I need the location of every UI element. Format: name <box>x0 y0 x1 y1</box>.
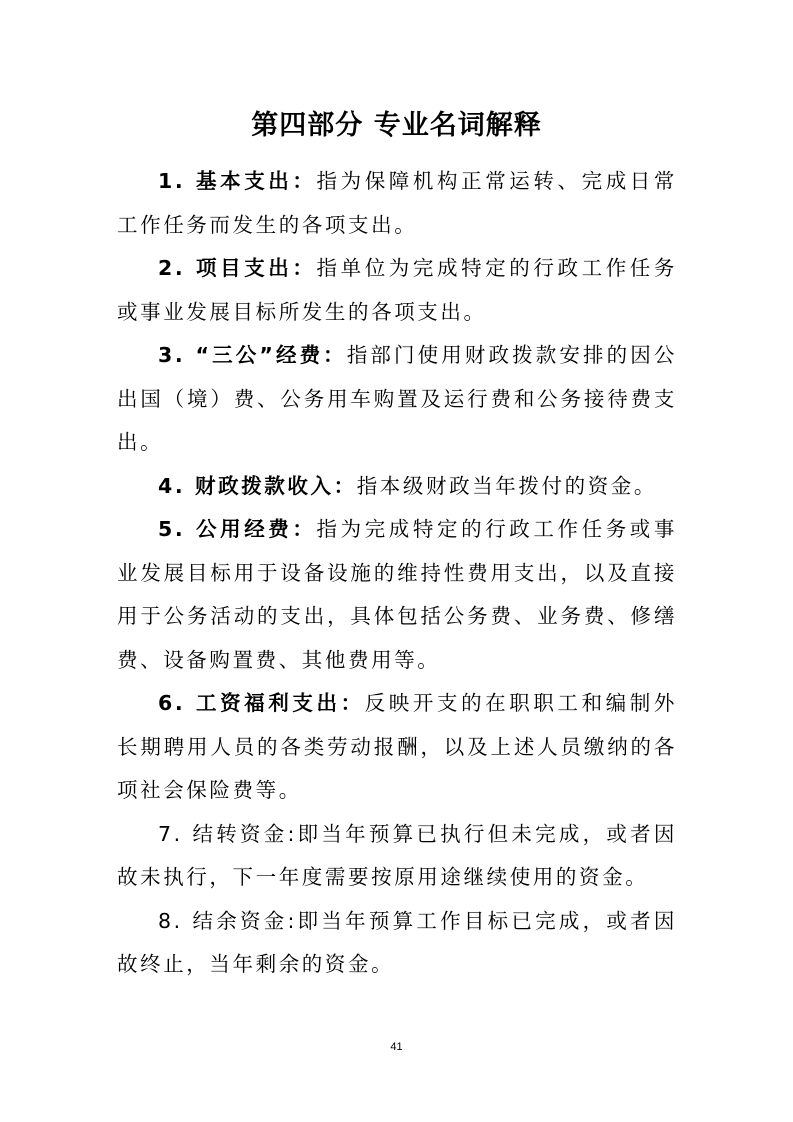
glossary-item-three-public-funds <box>117 334 677 465</box>
glossary-definition: 指单位为完成特定的行政工作任务或事业发展目标所发生的各项支出。 <box>117 256 677 324</box>
glossary-body <box>117 160 677 987</box>
glossary-item-salary-welfare <box>117 682 677 813</box>
glossary-item-surplus-funds <box>117 900 677 987</box>
page-title: 第四部分 专业名词解释 <box>251 110 542 141</box>
glossary-definition: 反映开支的在职职工和编制外长期聘用人员的各类劳动报酬，以及上述人员缴纳的各项社会保险费等。 <box>117 691 677 802</box>
glossary-definition: 指本级财政当年拨付的资金。 <box>356 473 658 498</box>
glossary-definition: 指部门使用财政拨款安排的因公出国（境）费、公务用车购置及运行费和公务接待费支出。 <box>117 343 677 454</box>
glossary-term: 4. 财政拨款收入： <box>158 473 357 498</box>
glossary-item-project-expenditure <box>117 247 677 334</box>
glossary-term: 7. 结转资金: <box>158 821 298 846</box>
glossary-definition: 即当年预算工作目标已完成，或者因故终止，当年剩余的资金。 <box>117 908 677 976</box>
glossary-item-carryover-funds <box>117 813 677 900</box>
glossary-term: 3. “三公”经费： <box>158 343 347 367</box>
glossary-term: 5. 公用经费： <box>158 517 317 541</box>
glossary-term: 6. 工资福利支出： <box>158 691 365 715</box>
glossary-definition: 指为保障机构正常运转、完成日常工作任务而发生的各项支出。 <box>117 169 677 237</box>
glossary-item-fiscal-appropriation-income <box>117 465 677 509</box>
glossary-term: 1. 基本支出： <box>158 169 317 193</box>
glossary-definition: 即当年预算已执行但未完成，或者因故未执行，下一年度需要按原用途继续使用的资金。 <box>117 821 677 889</box>
glossary-item-basic-expenditure <box>117 160 677 247</box>
glossary-item-public-expenses <box>117 508 677 682</box>
glossary-definition: 指为完成特定的行政工作任务或事业发展目标用于设备设施的维持性费用支出，以及直接用于公务活动的支出，具体包括公务费、业务费、修缮费、设备购置费、其他费用等。 <box>117 517 677 672</box>
glossary-term: 2. 项目支出： <box>158 256 317 280</box>
glossary-term: 8. 结余资金: <box>158 908 298 933</box>
page-number: 41 <box>390 1041 403 1053</box>
